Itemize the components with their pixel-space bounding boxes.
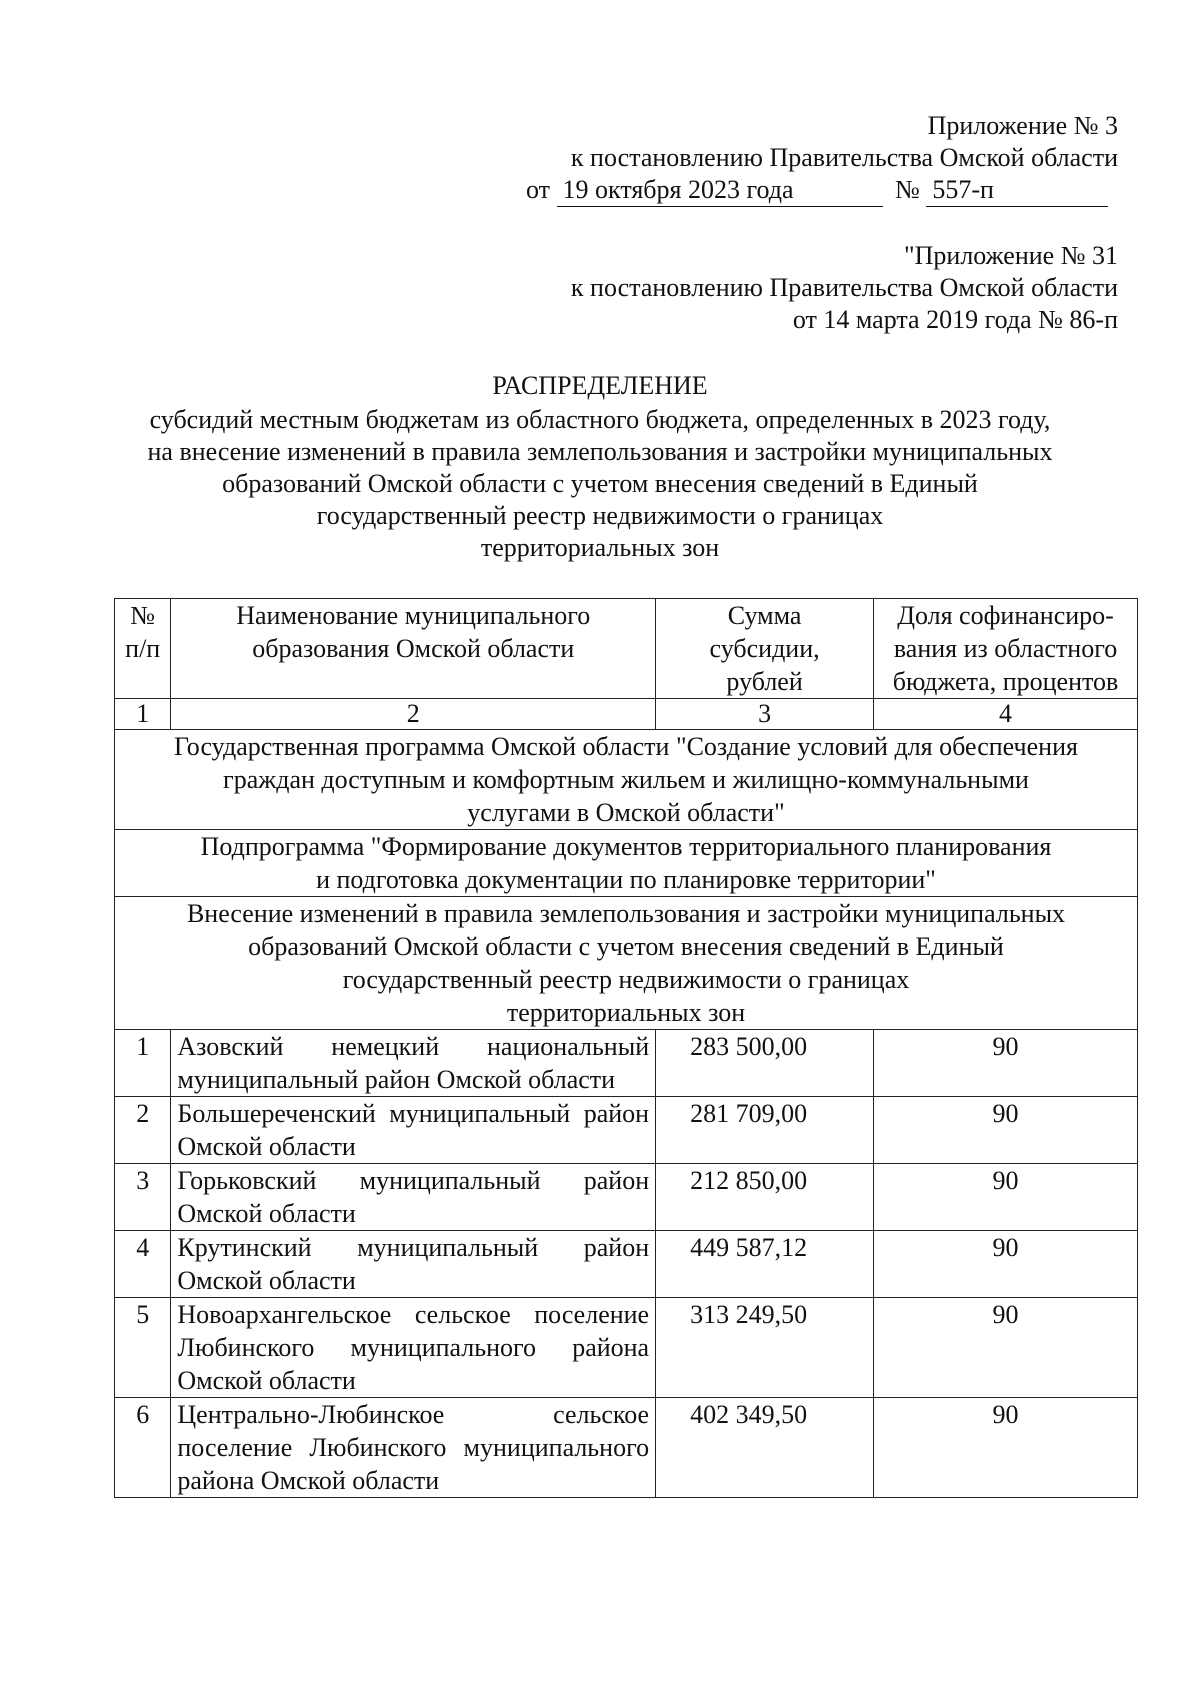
resolution-number: 557-п [926, 174, 1108, 207]
activity-line: государственный реестр недвижимости о границах [342, 965, 910, 994]
row-name: Горьковский муниципальный район Омской области [171, 1164, 656, 1231]
header-name-line: образования Омской области [252, 634, 575, 663]
row-name: Крутинский муниципальный район Омской области [171, 1231, 656, 1298]
subprogram-line: Подпрограмма "Формирование документов территориального планирования [200, 832, 1052, 861]
program-row [115, 730, 1138, 830]
program-line: услугами в Омской области" [467, 798, 785, 827]
header-amount-line: субсидии, [709, 634, 820, 663]
row-amount: 212 850,00 [656, 1164, 874, 1231]
header-share-line: вания из областного [893, 634, 1118, 663]
column-number: 4 [874, 699, 1138, 730]
activity-line: Внесение изменений в правила землепользования и застройки муниципальных [186, 899, 1066, 928]
header-amount-line: рублей [726, 667, 803, 696]
row-name: Новоархангельское сельское поселение Любинского муниципального района Омской области [171, 1298, 656, 1398]
program-cell [115, 730, 1138, 830]
column-number-row [115, 699, 1138, 730]
original-appendix-date: от 14 марта 2019 года № 86-п [792, 305, 1118, 334]
row-num: 5 [115, 1298, 171, 1398]
table-row [115, 1030, 1138, 1097]
row-share: 90 [874, 1030, 1138, 1097]
activity-row [115, 897, 1138, 1030]
document-subtitle [100, 404, 1100, 564]
row-share: 90 [874, 1298, 1138, 1398]
number-prefix: № [895, 175, 920, 204]
header-name-line: Наименование муниципального [236, 601, 591, 630]
row-share: 90 [874, 1231, 1138, 1298]
table-header-row [115, 599, 1138, 699]
subprogram-line: и подготовка документации по планировке территории" [316, 865, 936, 894]
table-row [115, 1231, 1138, 1298]
row-amount: 449 587,12 [656, 1231, 874, 1298]
activity-line: территориальных зон [506, 998, 746, 1027]
program-line: граждан доступным и комфортным жильем и жилищно-коммунальными [223, 765, 1029, 794]
table-row [115, 1097, 1138, 1164]
subtitle-line: субсидий местным бюджетам из областного бюджета, определенных в 2023 году, [149, 405, 1051, 434]
subtitle-line: территориальных зон [480, 533, 720, 562]
row-amount: 402 349,50 [656, 1398, 874, 1498]
header-name [171, 599, 656, 699]
row-name: Азовский немецкий национальный муниципальный район Омской области [171, 1030, 656, 1097]
header-amount [656, 599, 874, 699]
subtitle-line: государственный реестр недвижимости о границах [316, 501, 884, 530]
header-num-line: п/п [125, 634, 161, 663]
distribution-table [114, 598, 1138, 1498]
appendix-block [526, 110, 1118, 207]
row-amount: 283 500,00 [656, 1030, 874, 1097]
row-num: 1 [115, 1030, 171, 1097]
column-number: 2 [171, 699, 656, 730]
header-share-line: бюджета, процентов [892, 667, 1119, 696]
activity-line: образований Омской области с учетом внесения сведений в Единый [248, 932, 1004, 961]
column-number: 1 [115, 699, 171, 730]
header-num [115, 599, 171, 699]
program-line: Государственная программа Омской области "Создание условий для обеспечения [174, 732, 1078, 761]
row-share: 90 [874, 1097, 1138, 1164]
row-share: 90 [874, 1398, 1138, 1498]
subprogram-row [115, 830, 1138, 897]
activity-cell [115, 897, 1138, 1030]
subtitle-line: на внесение изменений в правила землепользования и застройки муниципальных [147, 437, 1053, 466]
header-num-line: № [130, 601, 156, 630]
document-title: РАСПРЕДЕЛЕНИЕ [492, 371, 708, 400]
table-row [115, 1298, 1138, 1398]
row-name: Большереченский муниципальный район Омской области [171, 1097, 656, 1164]
row-num: 2 [115, 1097, 171, 1164]
resolution-date: 19 октября 2023 года [557, 174, 883, 207]
row-num: 3 [115, 1164, 171, 1231]
header-share [874, 599, 1138, 699]
table-row [115, 1164, 1138, 1231]
row-name: Центрально-Любинское сельское поселение Любинского муниципального района Омской области [171, 1398, 656, 1498]
row-share: 90 [874, 1164, 1138, 1231]
appendix-date-line [526, 174, 1118, 207]
original-appendix-block [571, 240, 1118, 336]
appendix-resolution: к постановлению Правительства Омской области [570, 143, 1118, 172]
original-appendix-title: "Приложение № 31 [904, 241, 1118, 270]
header-share-line: Доля софинансиро- [897, 601, 1114, 630]
original-appendix-resolution: к постановлению Правительства Омской области [570, 273, 1118, 302]
header-amount-line: Сумма [727, 601, 802, 630]
column-number: 3 [656, 699, 874, 730]
subtitle-line: образований Омской области с учетом внесения сведений в Единый [222, 469, 978, 498]
date-prefix: от [526, 175, 551, 204]
appendix-title: Приложение № 3 [927, 111, 1118, 140]
row-amount: 281 709,00 [656, 1097, 874, 1164]
row-num: 6 [115, 1398, 171, 1498]
row-num: 4 [115, 1231, 171, 1298]
table-row [115, 1398, 1138, 1498]
subprogram-cell [115, 830, 1138, 897]
row-amount: 313 249,50 [656, 1298, 874, 1398]
